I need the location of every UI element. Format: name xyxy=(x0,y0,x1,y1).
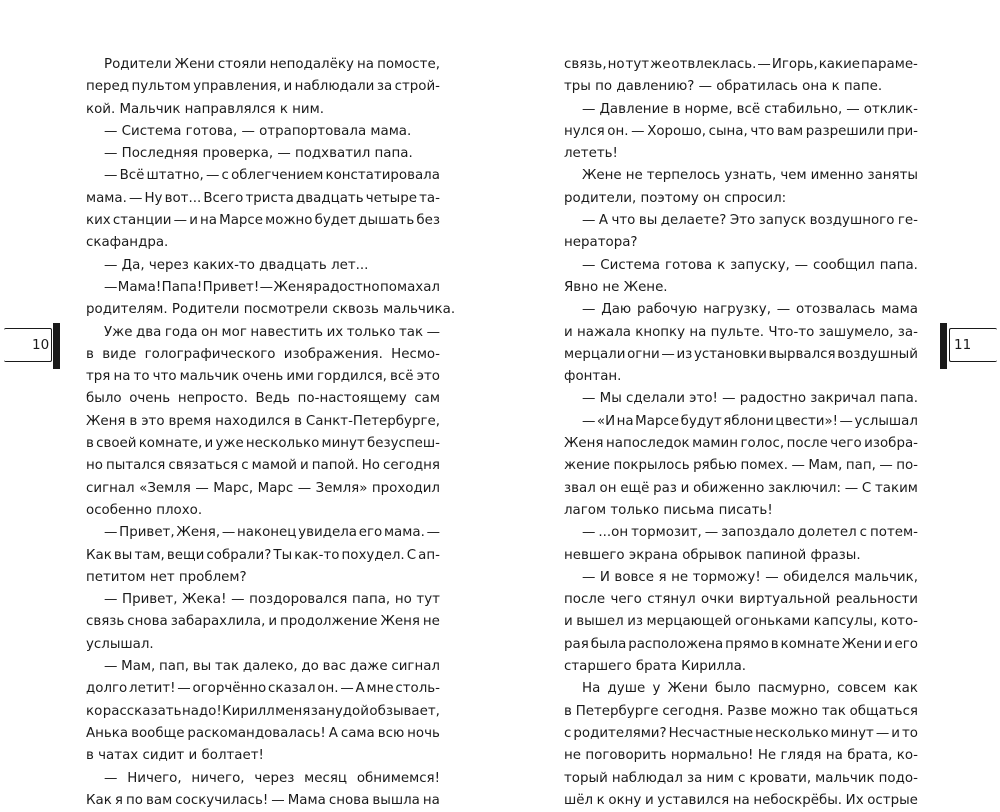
text-line-content: родителям. Родители посмотрели сквозь мальчика. xyxy=(86,302,456,318)
text-line-content: кой. Мальчик направлялся к ним. xyxy=(86,101,324,117)
text-line xyxy=(564,388,918,410)
text-line-content: тры по давлению? — обратилась она к папе. xyxy=(564,79,883,95)
text-line: — Мам, пап, вы так далеко, до вас даже сигнал xyxy=(104,659,440,675)
text-line xyxy=(86,143,440,165)
text-line: шёл к окну и уставился на небоскрёбы. Их острые xyxy=(564,792,918,808)
text-line: — И вовсе я не торможу! — обиделся мальчик, xyxy=(582,569,918,585)
text-line-content: лагом только письма писать! xyxy=(564,502,773,518)
text-line xyxy=(564,188,918,210)
text-line xyxy=(564,500,918,522)
left-page-text xyxy=(86,54,456,812)
text-line-content: петитом нет проблем? xyxy=(86,569,247,585)
text-line: после чего стянул очки виртуальной реальности xyxy=(564,592,918,608)
left-folio-bar xyxy=(53,323,60,369)
text-line: Как вы там, вещи собрали? Ты как-то похудел. С ап- xyxy=(86,547,440,563)
text-line xyxy=(86,255,440,277)
text-line-content: лететь! xyxy=(564,146,618,162)
text-line-content: услышал. xyxy=(86,636,154,652)
text-line: в Петербурге сегодня. Разве можно так общаться xyxy=(564,703,918,719)
text-line: — ...он тормозит, — запоздало долетел с потем- xyxy=(582,525,918,541)
text-line: связь, но тут же отвлеклась. — Игорь, какие параме- xyxy=(564,57,918,72)
text-line: не поговорить нормально! Не глядя на брата, ко- xyxy=(564,748,918,764)
text-line xyxy=(86,745,440,767)
text-line: и нажала кнопку на пульте. Что-то зашумело, за- xyxy=(564,324,918,340)
text-line: — Давление в норме, всё стабильно, — отклик- xyxy=(582,101,918,117)
right-page-number: 11 xyxy=(954,337,972,353)
text-line-content: старшего брата Кирилла. xyxy=(564,659,747,675)
left-page-number-tab xyxy=(0,323,60,369)
text-line: — Привет, Женя, — наконец увидела его мама. — xyxy=(104,525,440,541)
right-page-number-box xyxy=(949,328,997,362)
text-line: Анька вообще раскомандовалась! А сама всю ночь xyxy=(86,725,440,741)
text-line: с родителями? Несчастные несколько минут — и то xyxy=(564,725,918,741)
text-line xyxy=(564,143,918,165)
text-line: Как я по вам соскучилась! — Мама снова вышла на xyxy=(86,792,440,808)
text-line-content: родители, поэтому он спросил: xyxy=(564,190,787,206)
text-line: ко рассказать надо! Кирилл меня занудой обзывает, xyxy=(86,703,440,719)
text-line-content: — Мы сделали это! — радостно закричал папа. xyxy=(582,391,919,407)
text-line-content: нератора? xyxy=(564,235,638,251)
text-line xyxy=(86,500,440,522)
text-line-content: невшего экрана обрывок папиной фразы. xyxy=(564,547,861,563)
text-line: рая была расположена прямо в комнате Жени и его xyxy=(564,636,918,652)
text-line: На душе у Жени было пасмурно, совсем как xyxy=(582,681,918,697)
text-line: — Даю рабочую нагрузку, — отозвалась мама xyxy=(582,302,918,318)
text-line: в своей комнате, и уже несколько минут безуспеш- xyxy=(86,436,440,452)
text-line-content: скафандра. xyxy=(86,235,169,251)
text-line: сигнал «Земля — Марс, Марс — Земля» проходил xyxy=(86,480,440,496)
text-line xyxy=(564,277,918,299)
text-line xyxy=(86,567,440,589)
text-line: Женя в это время находился в Санкт-Петербурге, xyxy=(86,413,440,429)
right-page-number-tab xyxy=(940,323,1000,369)
text-line: ких станции — и на Марсе можно будет дышать без xyxy=(86,213,440,229)
text-line: Родители Жени стояли неподалёку на помосте, xyxy=(104,57,440,72)
text-line: и вышел из мерцающей огоньками капсулы, кото- xyxy=(564,614,918,630)
text-line: торый наблюдал за ним с кровати, мальчик подо- xyxy=(564,770,918,786)
text-line: — Система готова к запуску, — сообщил папа. xyxy=(582,257,918,273)
left-page-number: 10 xyxy=(32,337,50,353)
text-line xyxy=(564,545,918,567)
text-line: Женя напоследок мамин голос, после чего изобра- xyxy=(564,436,918,452)
text-line: Жене не терпелось узнать, чем именно заняты xyxy=(582,168,918,184)
text-line xyxy=(86,121,440,143)
text-line xyxy=(86,99,440,121)
text-line: но пытался связаться с мамой и папой. Но сегодня xyxy=(86,458,440,474)
text-line: — Всё штатно, — с облегчением констатировала xyxy=(104,168,440,184)
text-line-content: — Система готова, — отрапортовала мама. xyxy=(104,123,412,139)
text-line: Уже два года он мог навестить их только так — xyxy=(104,324,440,340)
text-line: — Мама! Папа! Привет! — Женя радостно помахал xyxy=(104,279,440,295)
left-page-number-box xyxy=(4,328,52,362)
text-line xyxy=(86,634,440,656)
text-line-content: Явно не Жене. xyxy=(564,279,668,295)
text-line: долго летит! — огорчённо сказал он. — А мне столь- xyxy=(86,681,440,697)
text-line: звал он ещё раз и обиженно заключил: — С таким xyxy=(564,480,918,496)
text-line xyxy=(86,232,440,254)
text-line xyxy=(564,76,918,98)
text-line-content: в чатах сидит и болтает! xyxy=(86,748,264,764)
text-line: — «И на Марсе будут яблони цвести»! — услышал xyxy=(582,413,918,429)
text-line-content: фонтан. xyxy=(564,369,622,385)
right-page-text xyxy=(564,54,918,812)
text-line: жение покрылось рябью помех. — Мам, пап, — по- xyxy=(564,458,918,474)
text-line: было очень непросто. Ведь по-настоящему сам xyxy=(86,391,440,407)
text-line: — А что вы делаете? Это запуск воздушного ге- xyxy=(582,213,918,229)
right-folio-bar xyxy=(940,323,947,369)
text-line-content: — Последняя проверка, — подхватил папа. xyxy=(104,146,413,162)
text-line xyxy=(564,366,918,388)
text-line: нулся он. — Хорошо, сына, что вам разрешили при- xyxy=(564,123,918,139)
text-line: — Привет, Жека! — поздоровался папа, но тут xyxy=(104,592,440,608)
text-line: мама. — Ну вот... Всего триста двадцать четыре та- xyxy=(86,190,440,206)
text-line xyxy=(86,299,456,321)
text-line: перед пультом управления, и наблюдали за строй- xyxy=(86,79,440,95)
text-line: мерцали огни — из установки вырвался воздушный xyxy=(564,346,918,362)
text-line: тря на то что мальчик очень ими гордился, всё это xyxy=(86,369,440,385)
text-line: в виде голографического изображения. Несмо- xyxy=(86,346,440,362)
text-line xyxy=(564,232,918,254)
text-line-content: особенно плохо. xyxy=(86,502,203,518)
text-line: — Ничего, ничего, через месяц обнимемся! xyxy=(104,770,440,786)
text-line xyxy=(564,656,918,678)
text-line-content: — Да, через каких-то двадцать лет... xyxy=(104,257,369,273)
text-line: связь снова забарахлила, и продолжение Женя не xyxy=(86,614,440,630)
